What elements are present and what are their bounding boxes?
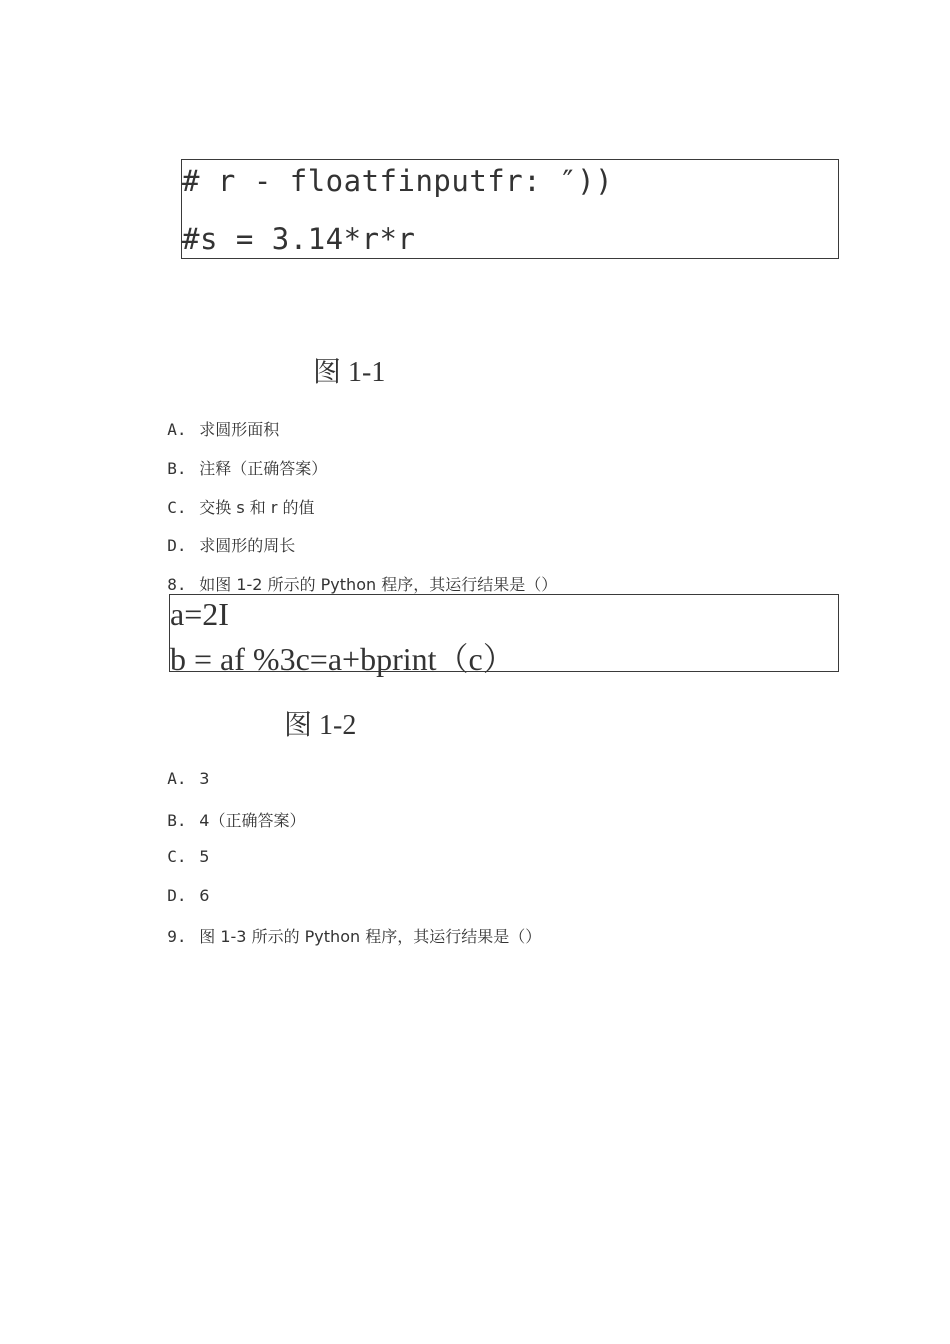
option-a: [148, 398, 279, 440]
option-label: D.: [167, 536, 187, 555]
option-text: 4（正确答案）: [199, 811, 306, 830]
question-text: 如图 1-2 所示的 Python 程序，其运行结果是（）: [199, 575, 558, 594]
option-text: 5: [199, 847, 210, 866]
option-d: [148, 867, 209, 905]
option-text: 求圆形面积: [199, 420, 280, 439]
option-b: [148, 789, 305, 831]
figure-caption-1-1: 图 1-1: [313, 357, 386, 388]
option-label: B.: [167, 811, 187, 830]
option-text: 注释（正确答案）: [199, 459, 328, 478]
question-9: [148, 905, 541, 947]
code-line: a=2I: [170, 596, 229, 632]
question-8: [148, 553, 557, 595]
option-d: [148, 514, 295, 556]
option-c: [148, 828, 209, 866]
option-text: 6: [199, 886, 210, 905]
option-label: C.: [167, 498, 187, 517]
option-text: 交换 s 和 r 的值: [199, 498, 315, 517]
question-number: 8.: [167, 575, 187, 594]
code-figure-1-1: [181, 159, 839, 259]
code-line: #s = 3.14*r*r: [182, 222, 416, 256]
option-a: [148, 750, 209, 788]
figure-caption-1-2: 图 1-2: [284, 710, 357, 741]
option-label: B.: [167, 459, 187, 478]
option-c: [148, 476, 315, 518]
option-label: C.: [167, 847, 187, 866]
option-text: 3: [199, 769, 210, 788]
option-b: [148, 437, 327, 479]
option-label: A.: [167, 769, 187, 788]
code-figure-1-2: [169, 594, 839, 677]
question-number: 9.: [167, 927, 187, 946]
code-line: # r - floatfinputfr: ″)): [182, 164, 614, 198]
option-text: 求圆形的周长: [199, 536, 296, 555]
option-label: D.: [167, 886, 187, 905]
option-label: A.: [167, 420, 187, 439]
code-line: b = af %3c=a+bprint（c）: [170, 641, 515, 677]
question-text: 图 1-3 所示的 Python 程序，其运行结果是（）: [199, 927, 542, 946]
